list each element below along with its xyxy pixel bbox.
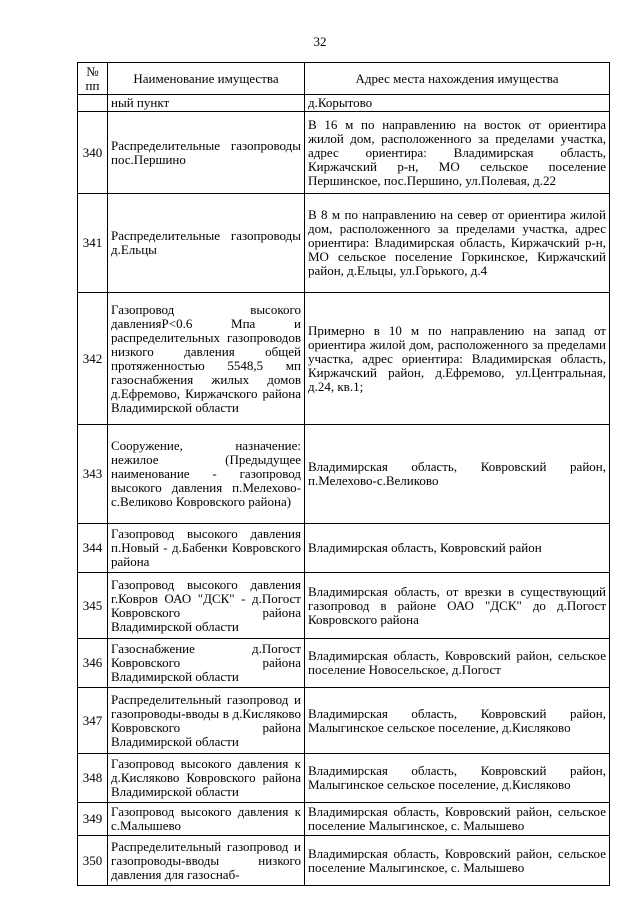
cell-number: 347 — [78, 688, 108, 754]
table-row — [78, 293, 610, 425]
header-property-name: Наименование имущества — [108, 63, 305, 95]
cell-address: Владимирская область, Ковровский район, п.Мелехово-с.Великово — [305, 425, 610, 524]
cell-property-name: Газопровод высокого давления г.Ковров ОАО "ДСК" - д.Погост Ковровского района Владимирской области — [108, 573, 305, 639]
table-row-continuation — [78, 95, 610, 112]
cell-address: Владимирская область, Ковровский район — [305, 524, 610, 573]
cell-property-name: Газоснабжение д.Погост Ковровского района Владимирской области — [108, 639, 305, 688]
cell-property-name: Распределительные газопроводы д.Ельцы — [108, 194, 305, 293]
cell-property-name: Газопровод высокого давленияР<0.6 Мпа и распределительных газопроводов низкого давления общей протяженностью 5548,5 мп газоснабжения жилых домов д.Ефремово, Киржачского района Владимирской области — [108, 293, 305, 425]
cell-address: Владимирская область, Ковровский район, сельское поселение Малыгинское, с. Малышево — [305, 803, 610, 836]
cell-address: д.Корытово — [305, 95, 610, 112]
cell-number: 348 — [78, 754, 108, 803]
cell-number: 346 — [78, 639, 108, 688]
cell-property-name: Газопровод высокого давления п.Новый - д.Бабенки Ковровского района — [108, 524, 305, 573]
table-row — [78, 836, 610, 886]
cell-number: 344 — [78, 524, 108, 573]
cell-address: Владимирская область, Ковровский район, сельское поселение Малыгинское, с. Малышево — [305, 836, 610, 886]
cell-address: Примерно в 10 м по направлению на запад от ориентира жилой дом, расположенного за пределами участка, адрес ориентира: Владимирская область, Киржачский район, д.Ефремово, ул.Центральная, д.24, кв.1; — [305, 293, 610, 425]
header-number-abbrev: пп — [85, 77, 100, 93]
table-row — [78, 639, 610, 688]
cell-address: Владимирская область, Ковровский район, Малыгинское сельское поселение, д.Кисляково — [305, 754, 610, 803]
cell-address: В 16 м по направлению на восток от ориентира жилой дом, расположенного за пределами участка, адрес ориентира: Владимирская область, Киржачский р-н, МО сельское поселение Першинское, пос.Першино, ул.Полевая, д.22 — [305, 112, 610, 194]
cell-property-name: Распределительные газопроводы пос.Першино — [108, 112, 305, 194]
header-number — [78, 63, 108, 95]
cell-number: 349 — [78, 803, 108, 836]
cell-address: В 8 м по направлению на север от ориентира жилой дом, расположенного за пределами участка, адрес ориентира: Владимирская область, Киржачский р-н, МО сельское поселение Горкинское, Киржачский район, д.Ельцы, ул.Горького, д.4 — [305, 194, 610, 293]
cell-address: Владимирская область, Ковровский район, сельское поселение Новосельское, д.Погост — [305, 639, 610, 688]
table-row — [78, 803, 610, 836]
header-address: Адрес места нахождения имущества — [305, 63, 610, 95]
cell-property-name: Сооружение, назначение: нежилое (Предыдущее наименование - газопровод высокого давления п.Мелехово-с.Великово Ковровского района) — [108, 425, 305, 524]
cell-number: 343 — [78, 425, 108, 524]
cell-number: 345 — [78, 573, 108, 639]
cell-number: 350 — [78, 836, 108, 886]
cell-address: Владимирская область, Ковровский район, Малыгинское сельское поселение, д.Кисляково — [305, 688, 610, 754]
page-number: 32 — [313, 34, 327, 49]
table-row — [78, 425, 610, 524]
cell-number: 340 — [78, 112, 108, 194]
cell-number: 342 — [78, 293, 108, 425]
table-row — [78, 573, 610, 639]
cell-property-name: Газопровод высокого давления к с.Малышево — [108, 803, 305, 836]
table-row — [78, 688, 610, 754]
cell-number — [78, 95, 108, 112]
header-number-symbol: № — [86, 63, 99, 79]
cell-property-name: Распределительный газопровод и газопроводы-вводы в д.Кисляково Ковровского района Владимирской области — [108, 688, 305, 754]
property-table — [77, 62, 610, 886]
table-row — [78, 524, 610, 573]
cell-number: 341 — [78, 194, 108, 293]
table-row — [78, 112, 610, 194]
cell-property-name: Распределительный газопровод и газопроводы-вводы низкого давления для газоснаб- — [108, 836, 305, 886]
table-row — [78, 754, 610, 803]
table-header-row — [78, 63, 610, 95]
table-row — [78, 194, 610, 293]
cell-address: Владимирская область, от врезки в существующий газопровод в районе ОАО "ДСК" до д.Погост Ковровского района — [305, 573, 610, 639]
cell-property-name: ный пункт — [108, 95, 305, 112]
cell-property-name: Газопровод высокого давления к д.Кисляково Ковровского района Владимирской области — [108, 754, 305, 803]
